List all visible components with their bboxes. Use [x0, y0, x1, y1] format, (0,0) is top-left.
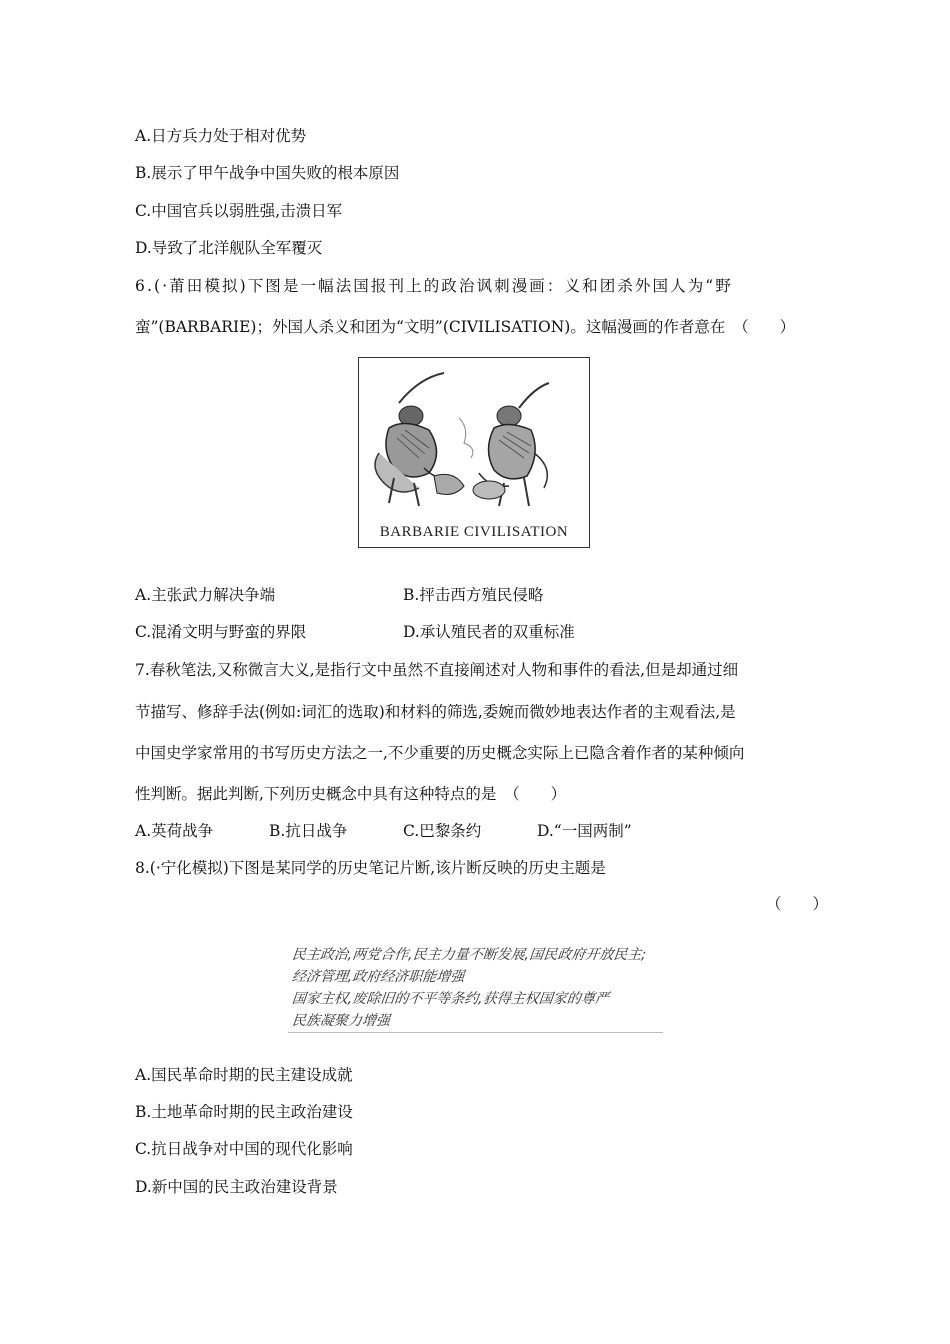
q5-option-b: B.展示了甲午战争中国失败的根本原因 — [135, 164, 400, 182]
q8-stem: 8.(·宁化模拟)下图是某同学的历史笔记片断,该片断反映的历史主题是 — [135, 859, 606, 877]
q6-option-c: C.混淆文明与野蛮的界限 — [135, 623, 307, 641]
q6-option-a: A.主张武力解决争端 — [135, 586, 276, 604]
q6-stem-line1: 6.(·莆田模拟)下图是一幅法国报刊上的政治讽刺漫画：义和团杀外国人为“野 — [135, 277, 733, 295]
cartoon-caption: BARBARIE CIVILISATION — [379, 524, 569, 540]
q8-option-c: C.抗日战争对中国的现代化影响 — [135, 1140, 353, 1158]
q5-option-d: D.导致了北洋舰队全军覆灭 — [135, 239, 323, 257]
q7-option-c: C.巴黎条约 — [403, 822, 482, 840]
q6-option-b: B.抨击西方殖民侵略 — [403, 586, 544, 604]
q7-option-b: B.抗日战争 — [269, 822, 348, 840]
political-cartoon — [358, 357, 590, 548]
q7-stem-line1: 7.春秋笔法,又称微言大义,是指行文中虽然不直接阐述对人物和事件的看法,但是却通过细 — [135, 661, 739, 679]
q7-stem-line2: 节描写、修辞手法(例如:词汇的选取)和材料的筛选,委婉而微妙地表达作者的主观看法,是 — [135, 703, 736, 721]
q7-option-d: D.“一国两制” — [537, 822, 632, 840]
note-line: 民族凝聚力增强 — [291, 1013, 391, 1029]
q8-option-a: A.国民革命时期的民主建设成就 — [135, 1066, 353, 1084]
q8-answer-bracket: （ ） — [766, 895, 829, 913]
note-line: 经济管理,政府经济职能增强 — [291, 969, 466, 985]
q5-option-c: C.中国官兵以弱胜强,击溃日军 — [135, 202, 343, 220]
q7-option-a: A.英荷战争 — [135, 822, 214, 840]
cartoon-drawing — [359, 358, 588, 518]
handwritten-notes — [288, 940, 663, 1033]
note-line: 民主政治,两党合作,民主力量不断发展,国民政府开放民主; — [291, 947, 647, 963]
q6-option-d: D.承认殖民者的双重标准 — [403, 623, 575, 641]
q7-stem-line4: 性判断。据此判断,下列历史概念中具有这种特点的是 （ ） — [135, 785, 567, 803]
q7-stem-line3: 中国史学家常用的书写历史方法之一,不少重要的历史概念实际上已隐含着作者的某种倾向 — [135, 744, 745, 762]
q6-stem-line2: 蛮”(BARBARIE)；外国人杀义和团为“文明”(CIVILISATION)。这幅漫画的作者意在 （ ） — [135, 318, 796, 336]
note-line: 国家主权,废除旧的不平等条约,获得主权国家的尊严 — [291, 991, 610, 1007]
q8-option-d: D.新中国的民主政治建设背景 — [135, 1178, 338, 1196]
q5-option-a: A.日方兵力处于相对优势 — [135, 127, 307, 145]
q8-option-b: B.土地革命时期的民主政治建设 — [135, 1103, 353, 1121]
